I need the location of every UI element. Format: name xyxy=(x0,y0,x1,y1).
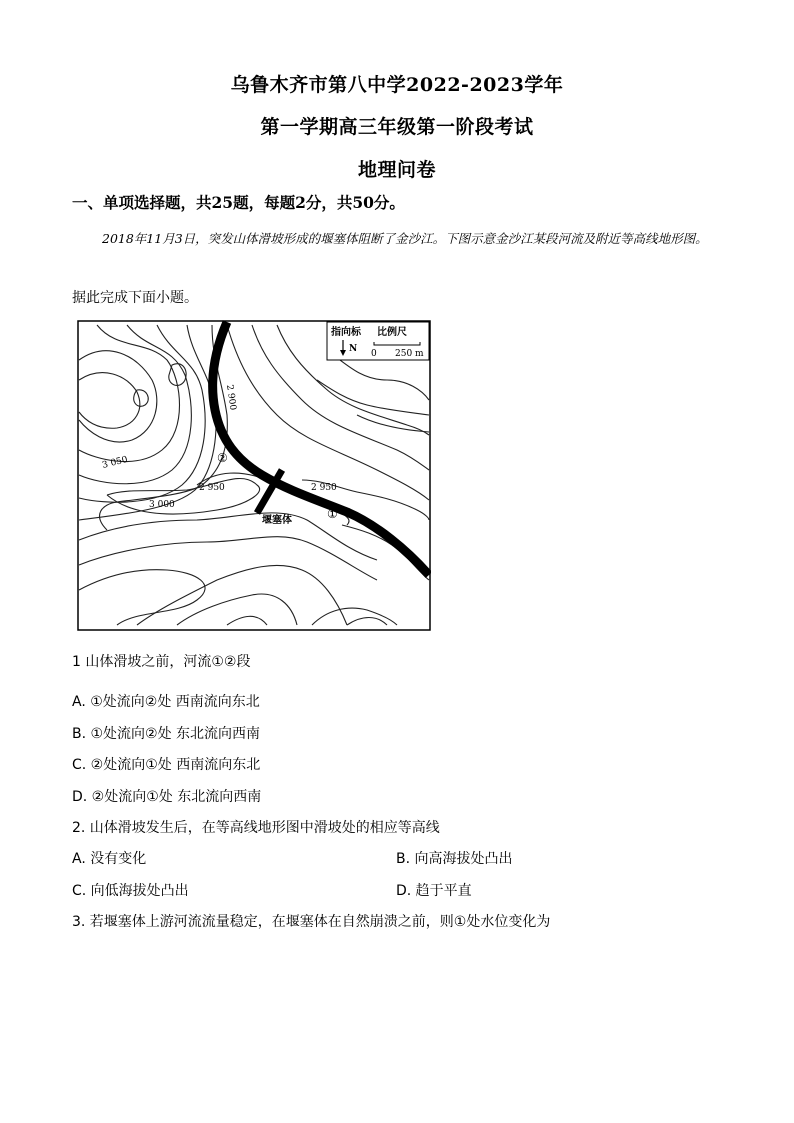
question-1-stem: 1 山体滑坡之前，河流①②段 xyxy=(72,654,251,670)
river-marker-1: ① xyxy=(327,507,338,521)
legend-scale-label: 比例尺 xyxy=(377,327,407,338)
contour-label-2900: 2 900 xyxy=(224,384,238,411)
intro-paragraph: 2018年11月3日，突发山体滑坡形成的堰塞体阻断了金沙江。下图示意金沙江某段河流及附近等高线地形图。 xyxy=(102,231,708,246)
section-heading: 一、单项选择题，共25题，每题2分，共50分。 xyxy=(72,193,405,212)
question-2-option-d: D. 趋于平直 xyxy=(396,883,472,899)
question-1-option-d: D. ②处流向①处 东北流向西南 xyxy=(72,789,262,805)
contour-label-3000: 3 000 xyxy=(149,500,175,510)
question-2-stem: 2. 山体滑坡发生后，在等高线地形图中滑坡处的相应等高线 xyxy=(72,820,440,836)
scale-value: 250 m xyxy=(395,349,424,359)
question-2-option-a: A. 没有变化 xyxy=(72,851,147,867)
paper-subject-title: 地理问卷 xyxy=(357,159,436,181)
contour-label-2950-left: 2 950 xyxy=(199,483,225,493)
instruction-text: 据此完成下面小题。 xyxy=(72,290,198,306)
exam-title-line1: 乌鲁木齐市第八中学2022-2023学年 xyxy=(230,74,564,96)
contour-label-2950-right: 2 950 xyxy=(311,483,337,493)
dam-label: 堰塞体 xyxy=(262,515,292,526)
scale-zero: 0 xyxy=(371,349,377,359)
question-2-option-b: B. 向高海拔处凸出 xyxy=(396,851,513,867)
question-3-stem: 3. 若堰塞体上游河流流量稳定，在堰塞体在自然崩溃之前，则①处水位变化为 xyxy=(72,914,551,930)
contour-map xyxy=(77,320,431,631)
river-marker-2: ② xyxy=(217,451,228,465)
legend-compass-label: 指向标 xyxy=(331,327,361,338)
question-1-option-b: B. ①处流向②处 东北流向西南 xyxy=(72,726,261,742)
north-label: N xyxy=(349,344,358,354)
question-2-option-c: C. 向低海拔处凸出 xyxy=(72,883,189,899)
question-1-option-a: A. ①处流向②处 西南流向东北 xyxy=(72,694,260,710)
question-1-option-c: C. ②处流向①处 西南流向东北 xyxy=(72,757,261,773)
exam-title-line2: 第一学期高三年级第一阶段考试 xyxy=(260,116,534,138)
contour-label-3050: 3 050 xyxy=(101,454,129,471)
